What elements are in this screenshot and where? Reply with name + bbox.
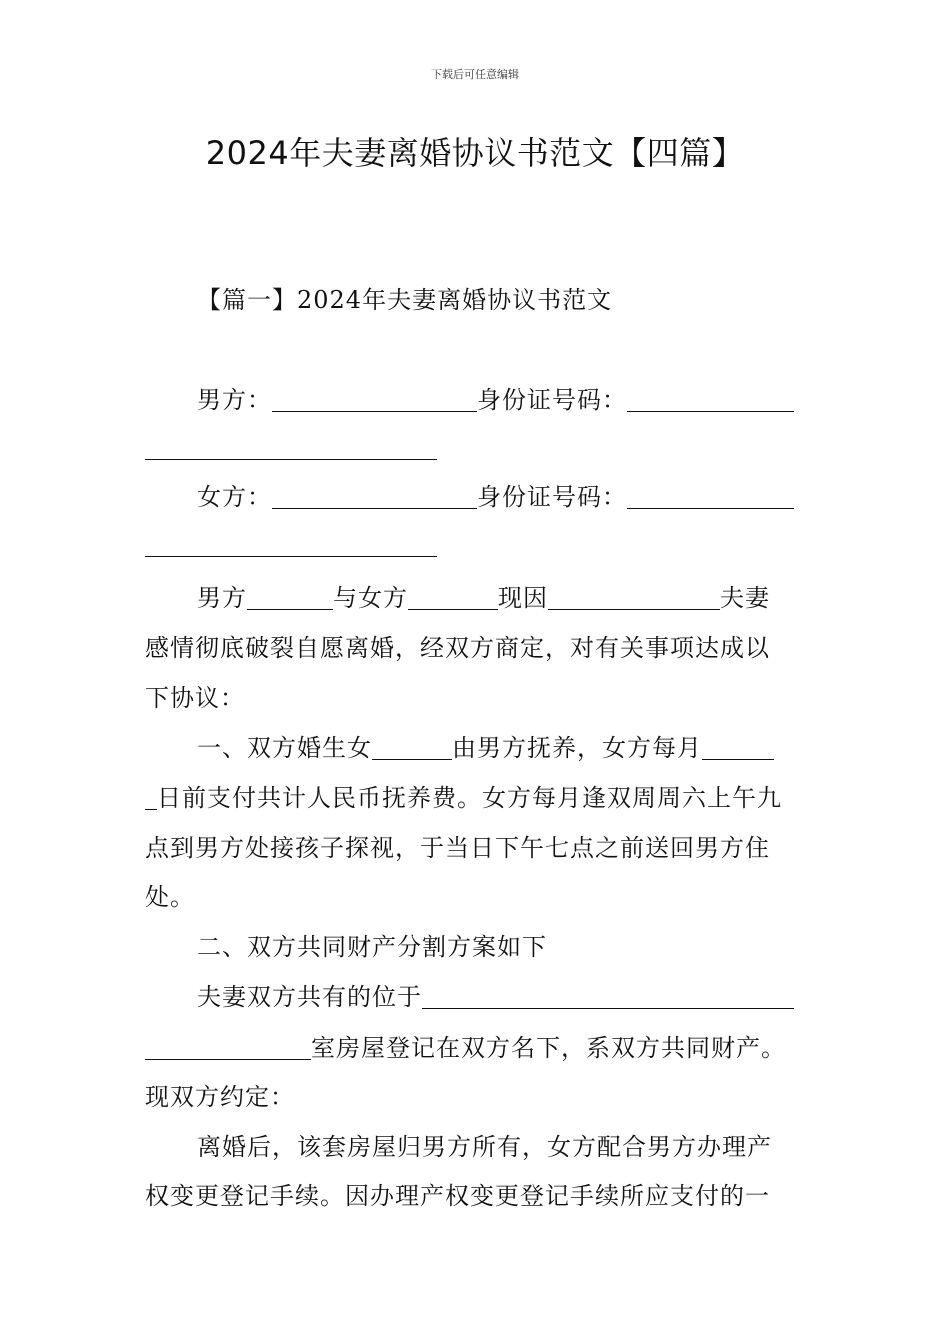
document-title: 2024年夫妻离婚协议书范文【四篇】 — [205, 134, 745, 172]
text-segment: 日前支付共计人民币抚养费。女方每月逢双周周六上午九 — [157, 784, 782, 812]
female-id-label: 身份证号码： — [477, 483, 627, 511]
day-blank-continued[interactable] — [145, 789, 157, 810]
item1-line4: 处。 — [145, 883, 195, 911]
property-line2 — [145, 1033, 810, 1063]
female-party-line — [197, 482, 810, 512]
item2-heading: 二、双方共同财产分割方案如下 — [197, 933, 547, 961]
child-name-blank[interactable] — [372, 739, 452, 760]
wife-name-blank[interactable] — [408, 589, 498, 610]
para1-line3: 下协议： — [145, 684, 245, 712]
male-party-line — [197, 385, 810, 415]
female-name-blank[interactable] — [272, 488, 477, 509]
day-blank[interactable] — [702, 739, 774, 760]
male-name-blank[interactable] — [272, 391, 477, 412]
male-id-blank-continued[interactable] — [145, 439, 437, 460]
section-heading: 【篇一】2024年夫妻离婚协议书范文 — [197, 286, 613, 314]
text-segment: 现因 — [498, 584, 548, 612]
text-segment: 与女方 — [333, 584, 408, 612]
text-segment: 夫妻 — [720, 584, 770, 612]
page-header: 下载后可任意编辑 — [431, 68, 519, 81]
male-id-blank-continued-row — [145, 433, 810, 463]
item1-line2 — [145, 783, 810, 813]
property-line3: 现双方约定： — [145, 1083, 295, 1111]
husband-name-blank[interactable] — [247, 589, 333, 610]
house-line2: 权变更登记手续。因办理产权变更登记手续所应支付的一 — [145, 1182, 770, 1210]
property-line1 — [197, 982, 810, 1012]
male-label: 男方： — [197, 386, 272, 414]
male-id-label: 身份证号码： — [477, 386, 627, 414]
house-line1: 离婚后，该套房屋归男方所有，女方配合男方办理产 — [197, 1133, 772, 1161]
female-id-blank[interactable] — [627, 488, 794, 509]
text-segment: 男方 — [197, 584, 247, 612]
text-segment: 室房屋登记在双方名下，系双方共同财产。 — [311, 1034, 786, 1062]
para1-line2: 感情彻底破裂自愿离婚，经双方商定，对有关事项达成以 — [145, 634, 770, 662]
text-segment: 一、双方婚生女 — [197, 734, 372, 762]
property-address-blank-continued[interactable] — [145, 1039, 311, 1060]
property-address-blank[interactable] — [422, 988, 794, 1009]
item1-line3: 点到男方处接孩子探视，于当日下午七点之前送回男方住 — [145, 834, 770, 862]
female-id-blank-continued[interactable] — [145, 536, 437, 557]
para1-line1 — [197, 583, 810, 613]
text-segment: 由男方抚养，女方每月 — [452, 734, 702, 762]
reason-blank[interactable] — [548, 589, 720, 610]
female-label: 女方： — [197, 483, 272, 511]
male-id-blank[interactable] — [627, 391, 794, 412]
text-segment: 夫妻双方共有的位于 — [197, 983, 422, 1011]
item1-line1 — [197, 733, 810, 763]
female-id-blank-continued-row — [145, 530, 810, 560]
